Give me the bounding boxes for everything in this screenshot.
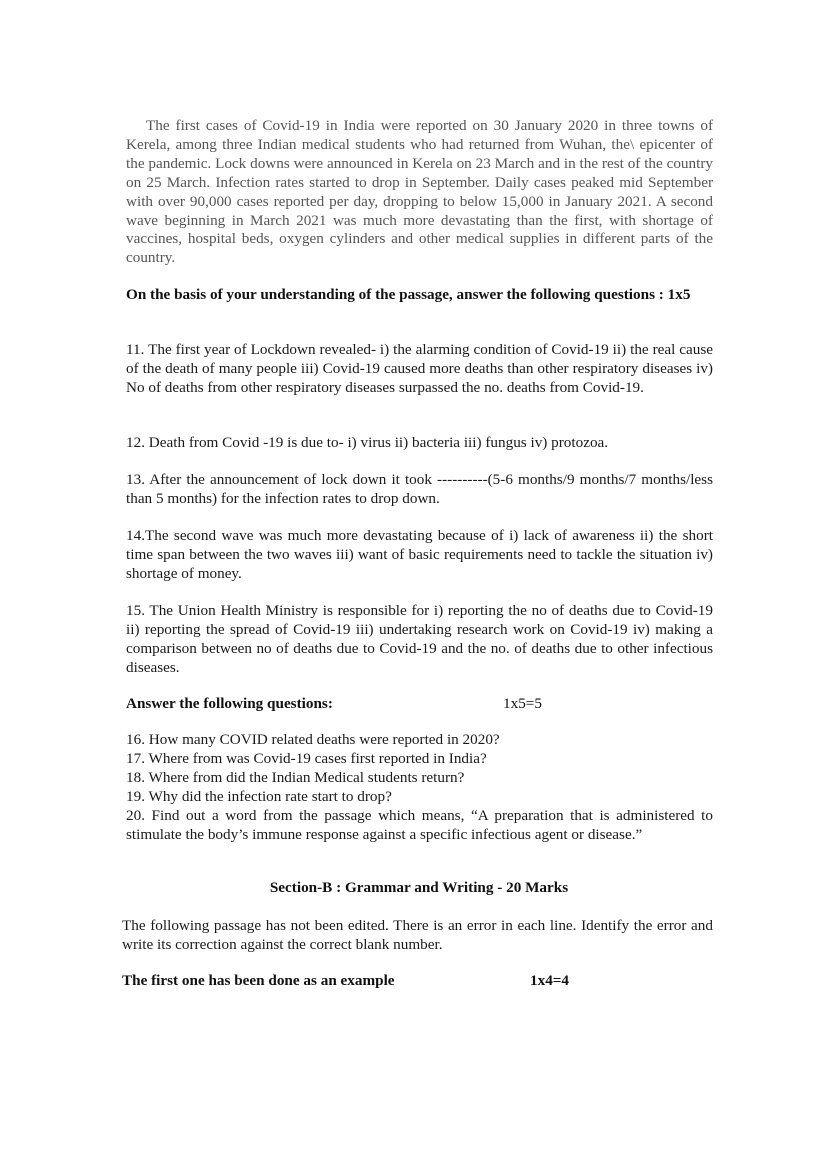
example-heading-text: The first one has been done as an example xyxy=(122,972,395,989)
answer-heading-text: Answer the following questions: xyxy=(126,695,333,712)
passage-text: The first cases of Covid-19 in India were reported on 30 January 2020 in three towns of Kerela, among three Indian medical students who had returned from Wuhan, the\ epicenter of the pandemic. Lock downs were announced in Kerela on 23 March and in the rest of the country on 25 March. Infection rates started to drop in September. Daily cases peaked mid September with over 90,000 cases reported per day, dropping to below 15,000 in January 2021. A second wave beginning in March 2021 was much more devastating than the first, with shortage of vaccines, hospital beds, oxygen cylinders and other medical supplies in different parts of the country. xyxy=(126,117,713,267)
question-16: 16. How many COVID related deaths were reported in 2020? xyxy=(126,731,500,748)
grammar-instruction: The following passage has not been edited. There is an error in each line. Identify the error and write its correction against the correct blank number. xyxy=(122,917,713,953)
section-b-heading xyxy=(0,879,826,898)
answer-section-heading xyxy=(126,695,713,714)
question-17: 17. Where from was Covid-19 cases first reported in India? xyxy=(126,749,487,767)
answer-marks: 1x5=5 xyxy=(503,695,542,712)
question-20: 20. Find out a word from the passage which means, “A preparation that is administered to stimulate the body’s immune response against a specific infectious agent or disease.” xyxy=(126,806,713,843)
question-14: 14.The second wave was much more devastating because of i) lack of awareness ii) the short time span between the two waves iii) want of basic requirements need to tackle the situation iv) shortage of money. xyxy=(126,527,713,582)
short-answer-list xyxy=(126,731,713,844)
question-15: 15. The Union Health Ministry is responsible for i) reporting the no of deaths due to Covid-19 ii) reporting the spread of Covid-19 iii) undertaking research work on Covid-19 iv) making a comparison between no of deaths due to Covid-19 and the no. of deaths due to other infectious diseases. xyxy=(126,602,713,676)
section-b-heading-text: Section-B : Grammar and Writing - 20 Marks xyxy=(269,879,569,896)
example-heading xyxy=(122,972,709,991)
question-12: 12. Death from Covid -19 is due to- i) virus ii) bacteria iii) fungus iv) protozoa. xyxy=(126,434,609,451)
question-18: 18. Where from did the Indian Medical students return? xyxy=(126,768,465,786)
example-marks: 1x4=4 xyxy=(530,972,570,989)
questions-instruction: On the basis of your understanding of the passage, answer the following questions : 1x5 xyxy=(126,286,691,303)
question-11: 11. The first year of Lockdown revealed- i) the alarming condition of Covid-19 ii) the real cause of the death of many people iii) Covid-19 caused more deaths than other respiratory diseases iv) No of deaths from other respiratory diseases surpassed the no. deaths from Covid-19. xyxy=(126,341,713,396)
question-19: 19. Why did the infection rate start to drop? xyxy=(126,787,392,805)
question-13: 13. After the announcement of lock down it took ----------(5-6 months/9 months/7 months/less than 5 months) for the infection rates to drop down. xyxy=(126,471,713,507)
comprehension-passage xyxy=(126,117,713,268)
